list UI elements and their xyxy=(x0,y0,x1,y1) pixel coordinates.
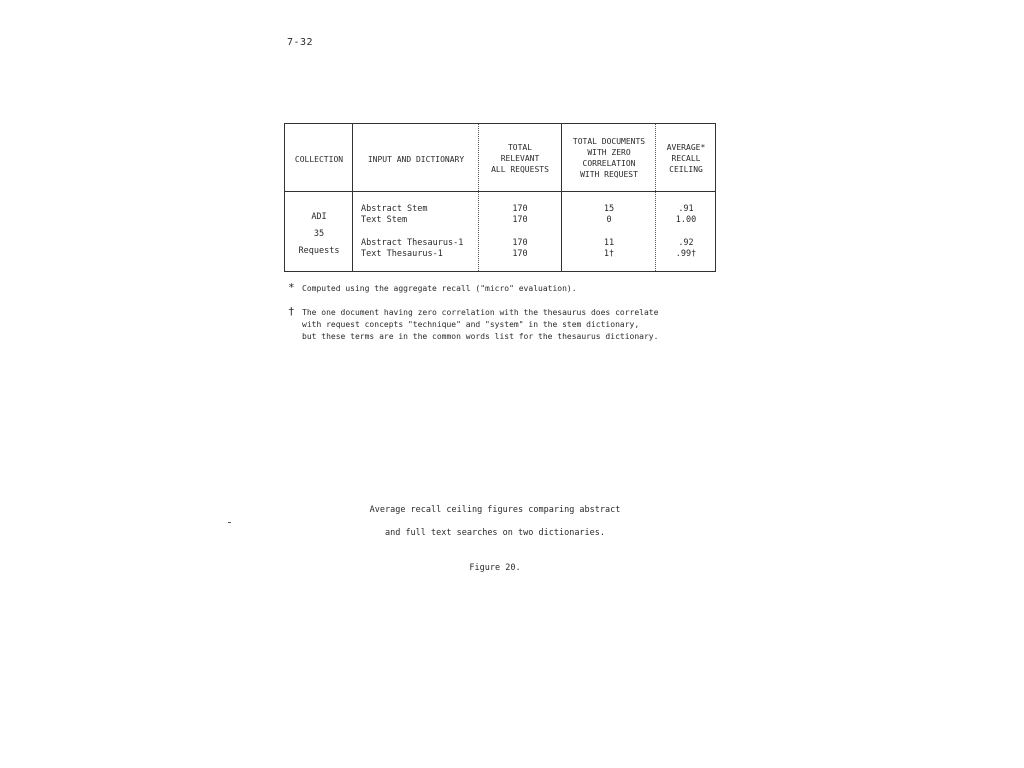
column-divider xyxy=(655,124,656,271)
column-divider xyxy=(561,124,562,271)
footnote-mark: * xyxy=(288,281,295,294)
header-line: CEILING xyxy=(669,165,703,174)
footnote-text: Computed using the aggregate recall ("micro" evaluation). xyxy=(302,284,577,293)
caption-line-2: and full text searches on two dictionaries. xyxy=(384,528,606,538)
footnote-text: The one document having zero correlation with the thesaurus does correlate with request concepts "technique" and "system" in the stem dictionary, but these terms are in the common words list for the thesaurus dictionary. xyxy=(302,308,659,341)
collection-name: ADI xyxy=(311,212,327,222)
column-divider xyxy=(352,124,353,271)
header-rule xyxy=(285,191,715,192)
page-number: 7-32 xyxy=(287,37,314,48)
table-cell-average: 1.00 xyxy=(675,215,697,225)
header-line: TOTAL xyxy=(507,143,533,152)
header-line: WITH REQUEST xyxy=(580,170,638,179)
table-cell-average: .91 xyxy=(678,204,694,214)
header-average-recall xyxy=(657,142,715,175)
table-cell-input: Text Stem xyxy=(361,215,408,225)
header-line: RECALL xyxy=(671,154,701,163)
figure-label: Figure 20. xyxy=(469,563,521,573)
results-table xyxy=(284,123,716,272)
header-line: ALL REQUESTS xyxy=(491,165,549,174)
table-cell-zero: 0 xyxy=(606,215,612,225)
table-cell-average: .92 xyxy=(678,238,694,248)
header-line: AVERAGE* xyxy=(666,143,706,152)
scan-mark xyxy=(228,522,231,523)
table-cell-relevant: 170 xyxy=(512,249,528,259)
column-divider xyxy=(478,124,479,271)
table-cell-relevant: 170 xyxy=(512,238,528,248)
table-cell-input: Abstract Thesaurus-1 xyxy=(361,238,464,248)
table-cell-input: Text Thesaurus-1 xyxy=(361,249,443,259)
table-cell-relevant: 170 xyxy=(512,204,528,214)
table-cell-zero: 15 xyxy=(603,204,615,214)
header-total-relevant xyxy=(480,142,560,175)
footnote xyxy=(288,307,658,343)
caption-line-1: Average recall ceiling figures comparing abstract xyxy=(369,505,621,515)
table-cell-average: .99† xyxy=(675,249,697,259)
collection-cell xyxy=(287,209,351,260)
header-line: TOTAL DOCUMENTS xyxy=(572,137,646,146)
header-line: RELEVANT xyxy=(500,154,540,163)
footnotes xyxy=(288,283,658,343)
header-collection: COLLECTION xyxy=(294,155,344,164)
table-cell-zero: 11 xyxy=(603,238,615,248)
header-zero-correlation xyxy=(563,136,655,180)
collection-count: 35 xyxy=(313,229,325,239)
footnote xyxy=(288,283,658,295)
table-cell-input: Abstract Stem xyxy=(361,204,428,214)
header-line: WITH ZERO xyxy=(587,148,631,157)
header-line: CORRELATION xyxy=(582,159,636,168)
footnote-mark: † xyxy=(288,305,295,318)
header-input-dictionary: INPUT AND DICTIONARY xyxy=(367,155,465,164)
collection-unit: Requests xyxy=(298,246,340,256)
table-cell-zero: 1† xyxy=(603,249,615,259)
table-cell-relevant: 170 xyxy=(512,215,528,225)
